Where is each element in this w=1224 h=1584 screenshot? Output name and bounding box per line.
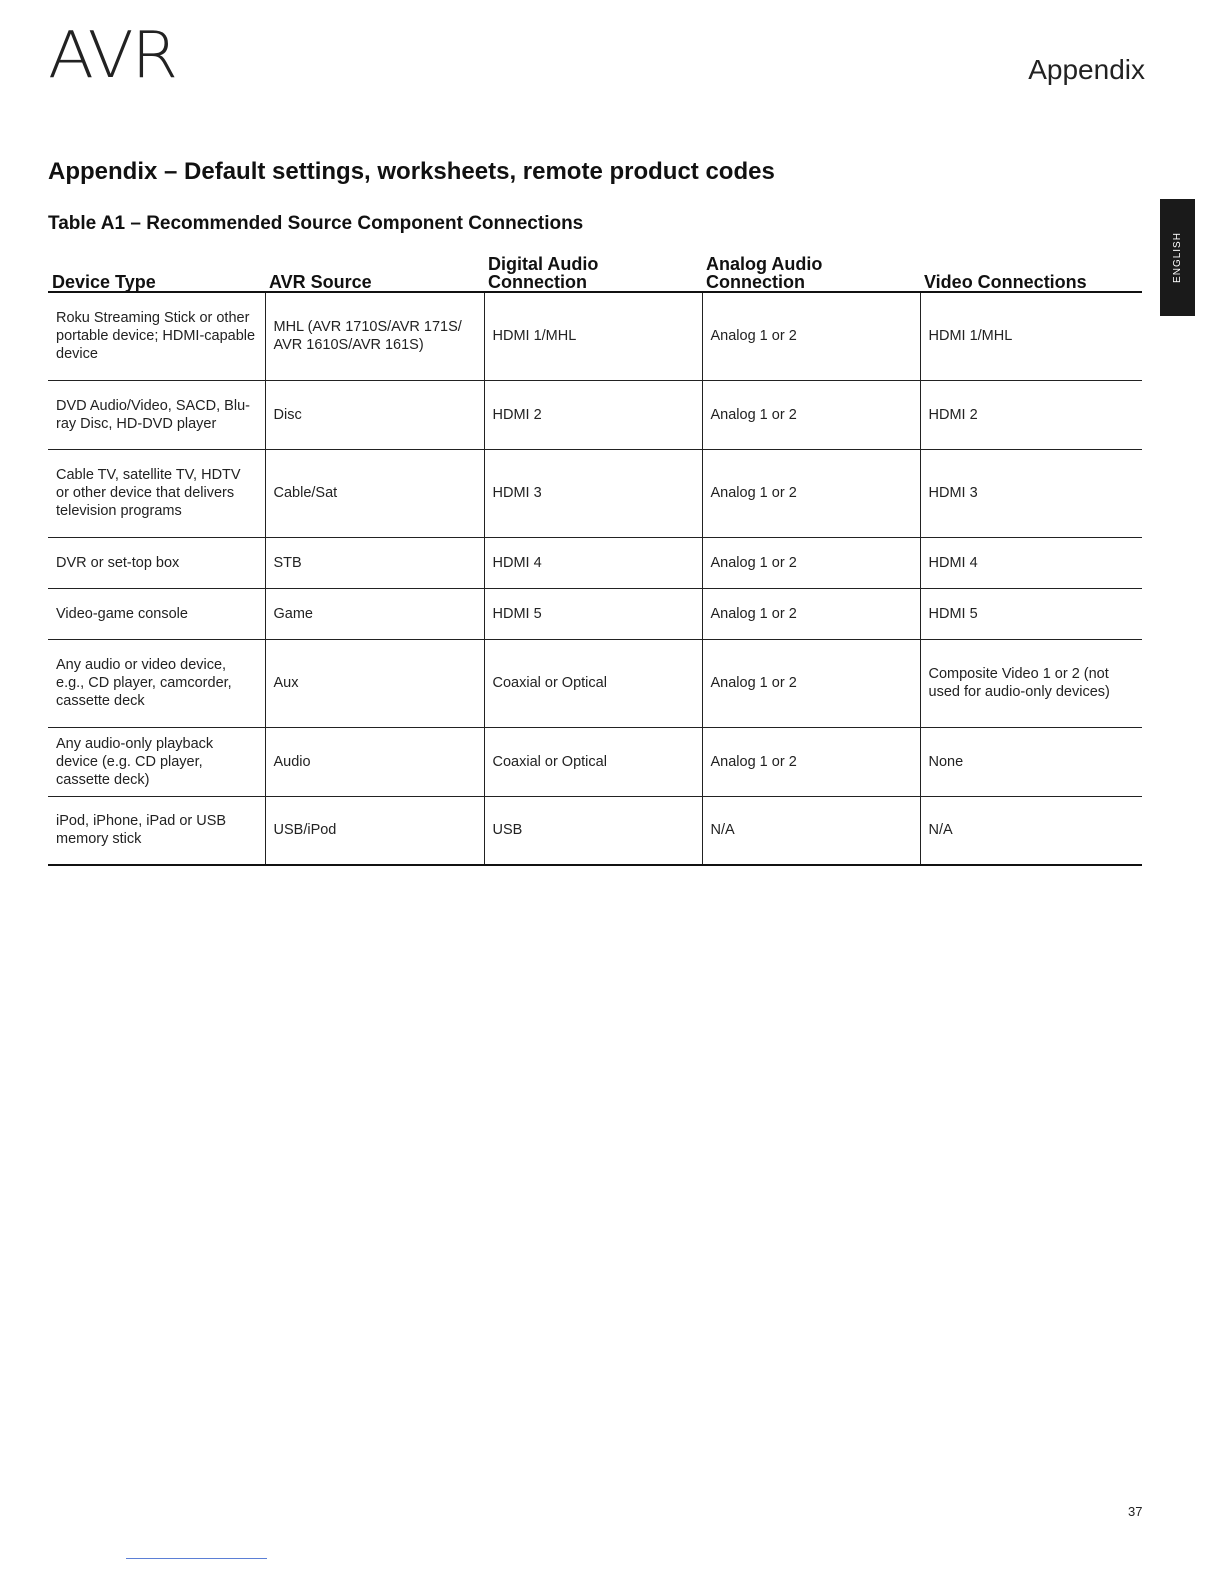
table-cell: Analog 1 or 2 xyxy=(702,380,920,449)
table-header-row xyxy=(48,251,1142,292)
table-cell: Analog 1 or 2 xyxy=(702,639,920,727)
avr-logo: AVR xyxy=(48,19,177,93)
table-cell: Analog 1 or 2 xyxy=(702,292,920,380)
table-cell: N/A xyxy=(702,796,920,865)
table-cell: Analog 1 or 2 xyxy=(702,537,920,588)
table-cell: Any audio or video device, e.g., CD player, camcorder, cassette deck xyxy=(48,639,265,727)
connections-table xyxy=(48,251,1142,866)
table-title: Table A1 – Recommended Source Component Connections xyxy=(48,213,584,234)
table-cell: HDMI 1/MHL xyxy=(484,292,702,380)
table-row xyxy=(48,639,1142,727)
table-cell: Cable/Sat xyxy=(265,449,484,537)
table-cell: Analog 1 or 2 xyxy=(702,449,920,537)
table-cell: Disc xyxy=(265,380,484,449)
table-cell: DVR or set-top box xyxy=(48,537,265,588)
language-tab-label: ENGLISH xyxy=(1172,232,1183,283)
table-row xyxy=(48,292,1142,380)
table-cell: HDMI 4 xyxy=(484,537,702,588)
table-cell: HDMI 4 xyxy=(920,537,1142,588)
table-cell: Any audio-only playback device (e.g. CD player, cassette deck) xyxy=(48,727,265,796)
table-cell: Cable TV, satellite TV, HDTV or other device that delivers television programs xyxy=(48,449,265,537)
page-number: 37 xyxy=(1128,1504,1143,1519)
table-row xyxy=(48,537,1142,588)
table-cell: Video-game console xyxy=(48,588,265,639)
language-tab xyxy=(1160,199,1195,316)
table-cell: Audio xyxy=(265,727,484,796)
table-cell: MHL (AVR 1710S/AVR 171S/ AVR 1610S/AVR 161S) xyxy=(265,292,484,380)
table-row xyxy=(48,727,1142,796)
table-cell: USB/iPod xyxy=(265,796,484,865)
table-row xyxy=(48,449,1142,537)
table-row xyxy=(48,588,1142,639)
table-cell: STB xyxy=(265,537,484,588)
page-title: Appendix – Default settings, worksheets, remote product codes xyxy=(48,158,775,185)
column-header-device-type: Device Type xyxy=(48,251,265,292)
table-cell: Coaxial or Optical xyxy=(484,639,702,727)
table-row xyxy=(48,380,1142,449)
column-header-video: Video Connections xyxy=(920,251,1142,292)
table-cell: DVD Audio/Video, SACD, Blu-ray Disc, HD-DVD player xyxy=(48,380,265,449)
table-cell: Analog 1 or 2 xyxy=(702,727,920,796)
table-cell: Roku Streaming Stick or other portable device; HDMI-capable device xyxy=(48,292,265,380)
table-cell: iPod, iPhone, iPad or USB memory stick xyxy=(48,796,265,865)
table-cell: HDMI 1/MHL xyxy=(920,292,1142,380)
table-cell: HDMI 3 xyxy=(484,449,702,537)
table-cell: HDMI 2 xyxy=(484,380,702,449)
table-cell: HDMI 5 xyxy=(484,588,702,639)
column-header-digital-audio: Digital Audio Connection xyxy=(484,251,702,292)
table-row xyxy=(48,796,1142,865)
footer-divider xyxy=(126,1558,267,1559)
table-cell: None xyxy=(920,727,1142,796)
table-cell: HDMI 3 xyxy=(920,449,1142,537)
column-header-analog-audio: Analog Audio Connection xyxy=(702,251,920,292)
table-cell: Composite Video 1 or 2 (not used for audio-only devices) xyxy=(920,639,1142,727)
table-cell: Aux xyxy=(265,639,484,727)
column-header-avr-source: AVR Source xyxy=(265,251,484,292)
table-cell: HDMI 2 xyxy=(920,380,1142,449)
table-cell: Coaxial or Optical xyxy=(484,727,702,796)
table-cell: N/A xyxy=(920,796,1142,865)
table-cell: Game xyxy=(265,588,484,639)
section-label: Appendix xyxy=(1028,54,1145,85)
table-cell: USB xyxy=(484,796,702,865)
table-cell: HDMI 5 xyxy=(920,588,1142,639)
table-cell: Analog 1 or 2 xyxy=(702,588,920,639)
